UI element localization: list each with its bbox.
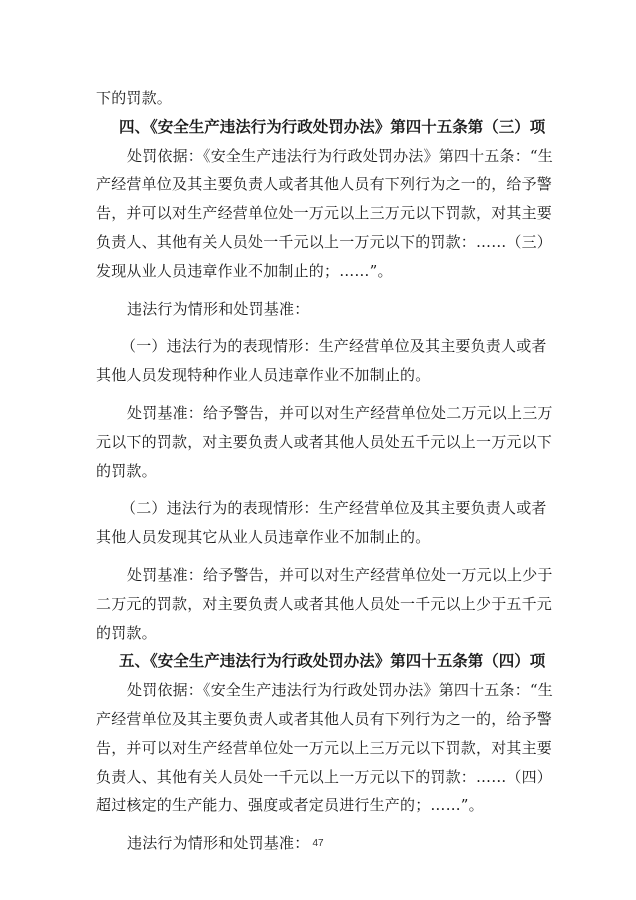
paragraph-gap (96, 485, 548, 494)
text-line: 其他人员发现特种作业人员违章作业不加制止的。 (96, 366, 431, 385)
text-line: 负责人、其他有关人员处一千元以上一万元以下的罚款：……（四） (96, 767, 553, 786)
text-line: 下的罚款。 (96, 89, 173, 107)
text-line: 产经营单位及其主要负责人或者其他人员有下列行为之一的，给予警 (96, 175, 553, 194)
paragraph-gap (96, 552, 548, 561)
text-line: （一）违法行为的表现情形：生产经营单位及其主要负责人或者 (121, 337, 547, 356)
paragraph-gap (96, 286, 548, 295)
text-line: 超过核定的生产能力、强度或者定员进行生产的；……”。 (96, 796, 484, 815)
text-line: 负责人、其他有关人员处一千元以上一万元以下的罚款：……（三） (96, 232, 553, 251)
text-line: 发现从业人员违章作业不加制止的；……”。 (96, 261, 393, 280)
text-line: 的罚款。 (96, 461, 157, 480)
paragraph-gap (96, 323, 548, 332)
text-line: 违法行为情形和处罚基准： (127, 299, 310, 318)
text-line: 产经营单位及其主要负责人或者其他人员有下列行为之一的，给予警 (96, 709, 553, 728)
section-heading-four: 四、《安全生产违法行为行政处罚办法》第四十五条第（三）项 (119, 117, 546, 136)
text-line: 告，并可以对生产经营单位处一万元以上三万元以下罚款，对其主要 (96, 738, 553, 757)
text-line: 其他人员发现其它从业人员违章作业不加制止的。 (96, 528, 431, 547)
text-line: 元以下的罚款，对主要负责人或者其他人员处五千元以上一万元以下 (96, 432, 553, 451)
text-line: 告，并可以对生产经营单位处一万元以上三万元以下罚款，对其主要 (96, 204, 553, 223)
text-line: 二万元的罚款，对主要负责人或者其他人员处一千元以上少于五千元 (96, 594, 553, 613)
text-line: 处罚依据：《安全生产违法行为行政处罚办法》第四十五条：“生 (127, 146, 553, 165)
text-line: 违法行为情形和处罚基准： (127, 834, 310, 853)
text-line: 的罚款。 (96, 623, 157, 642)
paragraph-gap (96, 390, 548, 399)
document-body (96, 84, 553, 858)
section-heading-five: 五、《安全生产违法行为行政处罚办法》第四十五条第（四）项 (119, 652, 546, 671)
page-number: 47 (312, 838, 324, 849)
text-line: 处罚基准：给予警告，并可以对生产经营单位处一万元以上少于 (127, 565, 553, 584)
text-line: 处罚基准：给予警告，并可以对生产经营单位处二万元以上三万 (127, 403, 553, 422)
text-line: （二）违法行为的表现情形：生产经营单位及其主要负责人或者 (121, 499, 547, 518)
text-line: 处罚依据：《安全生产违法行为行政处罚办法》第四十五条：“生 (127, 681, 553, 700)
paragraph-gap (96, 820, 548, 829)
